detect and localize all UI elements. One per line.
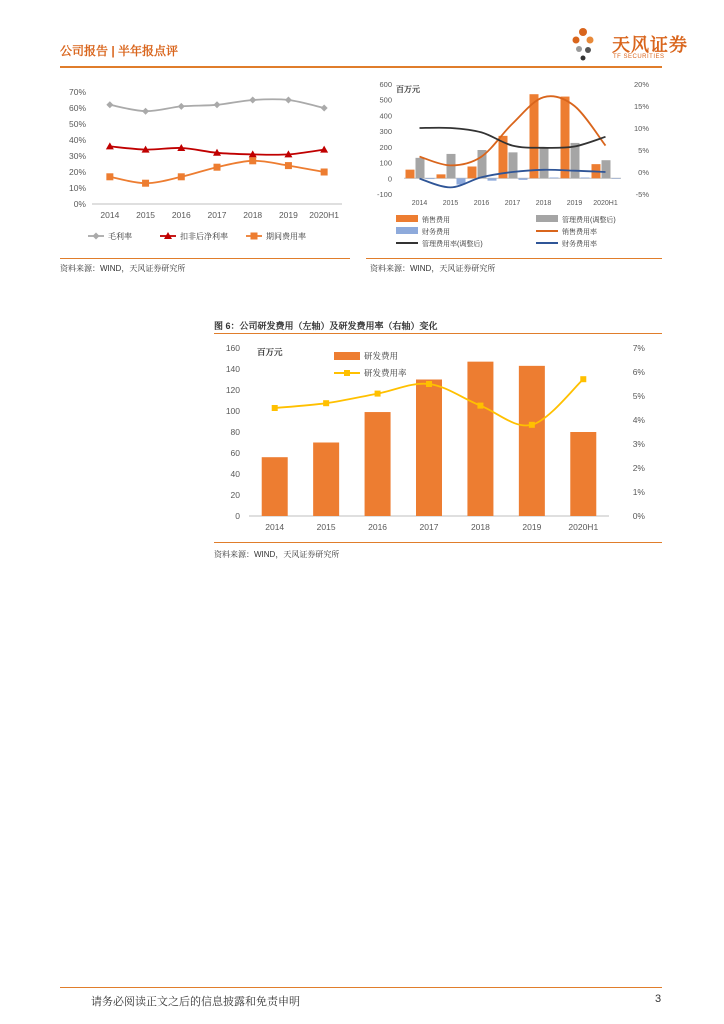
x-tick-label: 2014 [411, 200, 428, 207]
y2-tick-label: 6% [632, 367, 645, 377]
data-point [321, 105, 328, 112]
legend-label: 财务费用 [422, 229, 450, 236]
x-tick-label: 2020H1 [309, 210, 340, 220]
y2-tick-label: 5% [632, 391, 645, 401]
y2-tick-label: 1% [632, 487, 645, 497]
x-tick-label: 2018 [470, 522, 490, 532]
y-tick-label: 160 [225, 343, 240, 353]
x-tick-label: 2017 [419, 522, 439, 532]
y-tick-label: 0 [387, 174, 392, 184]
bar-0 [437, 174, 446, 178]
x-tick-label: 2016 [171, 210, 191, 220]
legend-label: 扣非后净利率 [180, 232, 228, 241]
data-point [106, 101, 113, 108]
bar-1 [540, 148, 549, 178]
source-rule-fig6 [214, 542, 662, 543]
data-point [142, 180, 149, 187]
footer-disclaimer: 请务必阅读正文之后的信息披露和免责申明 [91, 996, 300, 1008]
bar-2 [612, 178, 621, 179]
legend-swatch [536, 215, 558, 222]
y-tick-label: 20 [230, 490, 240, 500]
rd-bar [519, 366, 545, 516]
legend-label: 销售费用 [422, 217, 450, 224]
rd-bar [365, 412, 391, 516]
y-tick-label: 50% [68, 119, 86, 129]
y-tick-label: -100 [376, 190, 392, 199]
x-tick-label: 2015 [442, 200, 459, 207]
bar-2 [550, 178, 559, 179]
margin-line-chart [60, 80, 350, 255]
unit-label: 百万元 [257, 347, 283, 357]
data-point [285, 97, 292, 104]
bar-1 [509, 152, 518, 178]
rd-rate-point [272, 405, 278, 411]
rd-rate-point [323, 400, 329, 406]
bar-0 [530, 94, 539, 178]
header-rule [60, 66, 662, 68]
y2-tick-label: 10% [633, 124, 649, 133]
legend-marker [93, 233, 100, 240]
legend-marker [251, 233, 258, 240]
source-note-right: 资料来源：WIND，天风证券研究所 [370, 264, 496, 273]
legend-label: 研发费用率 [364, 368, 407, 378]
data-point [285, 162, 292, 169]
legend-marker [344, 370, 350, 376]
figure-6-title: 图 6：公司研发费用（左轴）及研发费用率（右轴）变化 [214, 321, 438, 331]
bar-0 [561, 97, 570, 179]
legend-swatch [334, 352, 360, 360]
y-tick-label: 140 [225, 364, 240, 374]
x-tick-label: 2019 [566, 200, 583, 207]
data-point [249, 97, 256, 104]
legend-label: 销售费用率 [562, 229, 597, 236]
logo-text-en: TF SECURITIES [613, 54, 665, 60]
report-type-label: 公司报告 | 半年报点评 [60, 44, 179, 58]
y-tick-label: 70% [68, 87, 86, 97]
data-point [142, 108, 149, 115]
y2-tick-label: 2% [632, 463, 645, 473]
rd-rate-point [477, 403, 483, 409]
y2-tick-label: 0% [638, 168, 649, 177]
bar-2 [488, 178, 497, 180]
x-tick-label: 2018 [243, 210, 263, 220]
y-tick-label: 0 [235, 511, 240, 521]
legend-label: 研发费用 [364, 351, 399, 361]
data-point [214, 164, 221, 171]
x-tick-label: 2016 [473, 200, 490, 207]
y-tick-label: 400 [379, 111, 392, 121]
x-tick-label: 2019 [278, 210, 298, 220]
rd-bar [570, 432, 596, 516]
rd-rate-point [529, 422, 535, 428]
x-tick-label: 2017 [504, 200, 521, 207]
source-rule-left [60, 258, 350, 259]
data-point [214, 101, 221, 108]
y2-tick-label: 20% [633, 80, 649, 89]
footer-rule [60, 987, 662, 988]
y-tick-label: 0% [73, 199, 86, 209]
source-note-left: 资料来源：WIND，天风证券研究所 [60, 264, 186, 273]
legend-label: 财务费用率 [562, 241, 597, 248]
bar-1 [602, 160, 611, 178]
x-tick-label: 2014 [100, 210, 120, 220]
y2-tick-label: 0% [632, 511, 645, 521]
y-tick-label: 80 [230, 427, 240, 437]
y2-tick-label: -5% [635, 190, 649, 199]
legend-swatch [396, 227, 418, 234]
rd-bar [262, 457, 288, 516]
figure-6-title-rule [214, 333, 662, 334]
rd-bar [313, 443, 339, 517]
data-point [321, 169, 328, 176]
legend-label: 期间费用率 [266, 232, 306, 241]
bar-2 [581, 178, 590, 179]
y2-tick-label: 7% [632, 343, 645, 353]
data-point [249, 157, 256, 164]
y-tick-label: 100 [225, 406, 240, 416]
y-tick-label: 60% [68, 103, 86, 113]
x-tick-label: 2017 [207, 210, 227, 220]
x-tick-label: 2019 [522, 522, 542, 532]
x-tick-label: 2016 [368, 522, 388, 532]
y2-tick-label: 5% [638, 146, 649, 155]
y2-tick-label: 15% [633, 102, 649, 111]
legend-swatch [396, 215, 418, 222]
logo-text-cn: 天风证券 [612, 35, 688, 55]
rd-expense-chart [214, 338, 662, 538]
y-tick-label: 60 [230, 448, 240, 458]
x-tick-label: 2020H1 [593, 200, 618, 207]
bar-1 [416, 158, 425, 178]
source-note-fig6: 资料来源：WIND，天风证券研究所 [214, 550, 340, 559]
rd-rate-point [426, 381, 432, 387]
y-tick-label: 120 [225, 385, 240, 395]
data-point [178, 103, 185, 110]
y-tick-label: 500 [379, 95, 392, 105]
data-point [178, 173, 185, 180]
x-tick-label: 2018 [535, 200, 552, 207]
unit-label: 百万元 [396, 85, 420, 94]
y2-tick-label: 3% [632, 439, 645, 449]
y-tick-label: 40% [68, 135, 86, 145]
flower-icon [573, 28, 594, 61]
x-tick-label: 2014 [265, 522, 285, 532]
y-tick-label: 30% [68, 151, 86, 161]
x-tick-label: 2015 [136, 210, 156, 220]
rd-bar [416, 380, 442, 517]
y-tick-label: 40 [230, 469, 240, 479]
bar-2 [519, 178, 528, 180]
data-point [106, 173, 113, 180]
page-number: 3 [655, 993, 662, 1005]
bar-0 [468, 167, 477, 179]
y2-tick-label: 4% [632, 415, 645, 425]
rd-rate-point [580, 376, 586, 382]
y-tick-label: 200 [379, 142, 392, 152]
bar-2 [426, 178, 435, 179]
y-tick-label: 10% [68, 183, 86, 193]
x-tick-label: 2020H1 [568, 522, 599, 532]
y-tick-label: 20% [68, 167, 86, 177]
rd-bar [467, 362, 493, 516]
bar-1 [571, 143, 580, 178]
y-tick-label: 300 [379, 127, 392, 137]
bar-0 [406, 170, 415, 179]
legend-label: 管理费用率(调整后) [422, 241, 483, 248]
rd-rate-point [375, 391, 381, 397]
expense-combo-chart [366, 76, 662, 256]
source-rule-right [366, 258, 662, 259]
y-tick-label: 600 [379, 80, 392, 89]
x-tick-label: 2015 [316, 522, 336, 532]
legend-label: 管理费用(调整后) [562, 217, 616, 224]
legend-label: 毛利率 [108, 232, 132, 241]
y-tick-label: 100 [379, 158, 392, 168]
